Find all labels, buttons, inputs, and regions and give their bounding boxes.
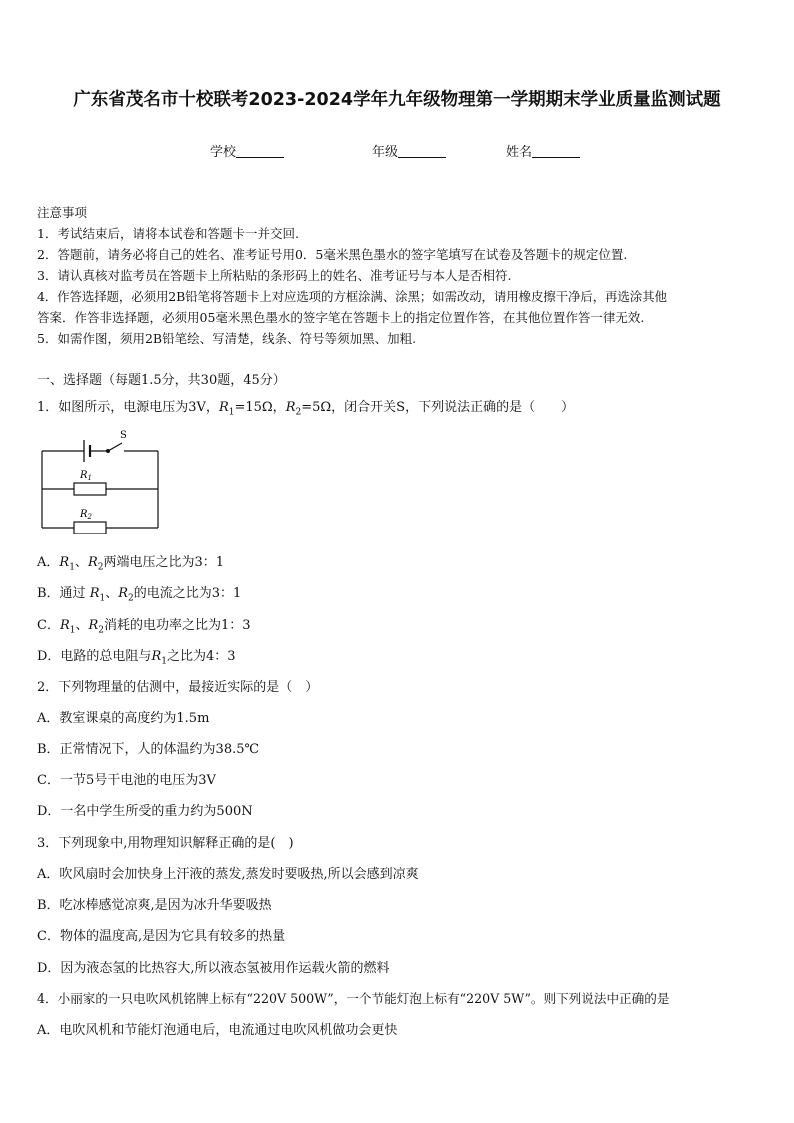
page-title: 广东省茂名市十校联考2023-2024学年九年级物理第一学期期末学业质量监测试题 bbox=[73, 90, 721, 110]
grade-field[interactable] bbox=[372, 141, 446, 160]
grade-label: 年级 bbox=[372, 145, 399, 160]
question-3-stem: 3．下列现象中,用物理知识解释正确的是( ) bbox=[37, 836, 294, 851]
q2-option-c: C．一节5号干电池的电压为3V bbox=[37, 773, 216, 788]
q1-option-c: C．$R_1$、$R_2$消耗的电功率之比为1：3 bbox=[37, 618, 251, 636]
option-prefix: B．通过 bbox=[37, 586, 90, 601]
q3-option-b: B．吃冰棒感觉凉爽,是因为冰升华要吸热 bbox=[37, 898, 272, 913]
q3-option-a: A．吹风扇时会加快身上汗液的蒸发,蒸发时要吸热,所以会感到凉爽 bbox=[37, 867, 419, 882]
r1-subscript: 1 bbox=[99, 593, 106, 604]
q1-option-d bbox=[37, 645, 236, 667]
option-prefix: D．电路的总电阻与 bbox=[37, 649, 152, 664]
r2-subscript: 2 bbox=[128, 593, 134, 604]
notice-line: 4．作答选择题，必须用2B铅笔将答题卡上对应选项的方框涂满、涂黑；如需改动，请用橡皮擦干净后，再选涂其他 bbox=[37, 289, 667, 304]
q2-option-d: D．一名中学生所受的重力约为500N bbox=[37, 804, 253, 819]
switch-label: S bbox=[120, 430, 127, 441]
notice-line: 1．考试结束后，请将本试卷和答题卡一并交回. bbox=[37, 226, 299, 241]
notice-line: 5．如需作图，须用2B铅笔绘、写清楚，线条、符号等须加黑、加粗. bbox=[37, 331, 417, 346]
notice-line: 2．答题前，请务必将自己的姓名、准考证号用0．5毫米黑色墨水的签字笔填写在试卷及答题卡的规定位置. bbox=[37, 247, 628, 262]
r2-symbol: R bbox=[285, 400, 296, 415]
q1-option-b: B．通过 $R_1$、$R_2$的电流之比为3：1 bbox=[37, 586, 242, 604]
r1-subscript: 1 bbox=[69, 625, 76, 636]
notice-line: 答案．作答非选择题，必须用05毫米黑色墨水的签字笔在答题卡上的指定位置作答，在其他位置作答一律无效. bbox=[37, 310, 645, 325]
option-text: 之比为4：3 bbox=[166, 649, 236, 664]
circuit-diagram bbox=[36, 426, 166, 534]
school-label: 学校 bbox=[210, 145, 237, 160]
r1-symbol: R bbox=[59, 555, 70, 570]
q2-option-a: A．教室课桌的高度约为1.5m bbox=[37, 711, 210, 726]
q1-option-a: A．$R_1$、$R_2$两端电压之比为3：1 bbox=[37, 555, 225, 573]
option-text: 消耗的电功率之比为1：3 bbox=[104, 618, 251, 633]
r2-symbol: R bbox=[87, 555, 98, 570]
r1-subscript: 1 bbox=[69, 562, 75, 573]
option-prefix: A． bbox=[37, 555, 60, 570]
r1-symbol: R bbox=[89, 586, 100, 601]
q1-stem-part: =15Ω， bbox=[234, 400, 286, 415]
name-label: 姓名 bbox=[506, 145, 533, 160]
q3-option-c: C．物体的温度高,是因为它具有较多的热量 bbox=[37, 929, 286, 944]
r2-subscript: 2 bbox=[98, 625, 105, 636]
school-blank[interactable] bbox=[236, 145, 284, 158]
option-text: 的电流之比为3：1 bbox=[133, 586, 242, 601]
question-4-stem: 4．小丽家的一只电吹风机铭牌上标有“220V 500W”，一个节能灯泡上标有“220V 5W”。则下列说法中正确的是 bbox=[37, 991, 670, 1006]
r1-symbol: R bbox=[59, 618, 70, 633]
r2-symbol: R bbox=[118, 586, 129, 601]
q1-stem-part: =5Ω，闭合开关S，下列说法正确的是（ ） bbox=[301, 400, 575, 415]
r2-subscript: 2 bbox=[295, 407, 302, 418]
school-field[interactable] bbox=[210, 141, 284, 160]
option-prefix: C． bbox=[37, 618, 60, 633]
name-field[interactable] bbox=[506, 141, 580, 160]
r2-subscript: 2 bbox=[97, 562, 104, 573]
r2-symbol: R bbox=[88, 618, 99, 633]
r1-symbol: R bbox=[218, 400, 229, 415]
notice-heading: 注意事项 bbox=[37, 205, 88, 220]
notice-line: 3．请认真核对监考员在答题卡上所粘贴的条形码上的姓名、准考证号与本人是否相符. bbox=[37, 268, 512, 283]
r1-symbol: R bbox=[151, 649, 162, 664]
question-1-stem bbox=[37, 396, 574, 418]
q2-option-b: B．正常情况下，人的体温约为38.5℃ bbox=[37, 742, 260, 757]
option-text: 两端电压之比为3：1 bbox=[103, 555, 225, 570]
name-blank[interactable] bbox=[532, 145, 580, 158]
r1-subscript: 1 bbox=[161, 656, 167, 667]
r2-diagram-label: $R_2$ bbox=[80, 509, 92, 521]
section-heading: 一、选择题（每题1.5分，共30题，45分） bbox=[37, 373, 286, 388]
r1-diagram-label: $R_1$ bbox=[80, 470, 92, 482]
q3-option-d: D．因为液态氢的比热容大,所以液态氢被用作运载火箭的燃料 bbox=[37, 961, 390, 976]
r1-subscript: 1 bbox=[228, 407, 235, 418]
q4-option-a: A．电吹风机和节能灯泡通电后，电流通过电吹风机做功会更快 bbox=[37, 1023, 398, 1038]
question-2-stem: 2．下列物理量的估测中，最接近实际的是（ ） bbox=[37, 680, 319, 695]
q1-stem-part: 1．如图所示，电源电压为3V， bbox=[37, 400, 219, 415]
grade-blank[interactable] bbox=[398, 145, 446, 158]
